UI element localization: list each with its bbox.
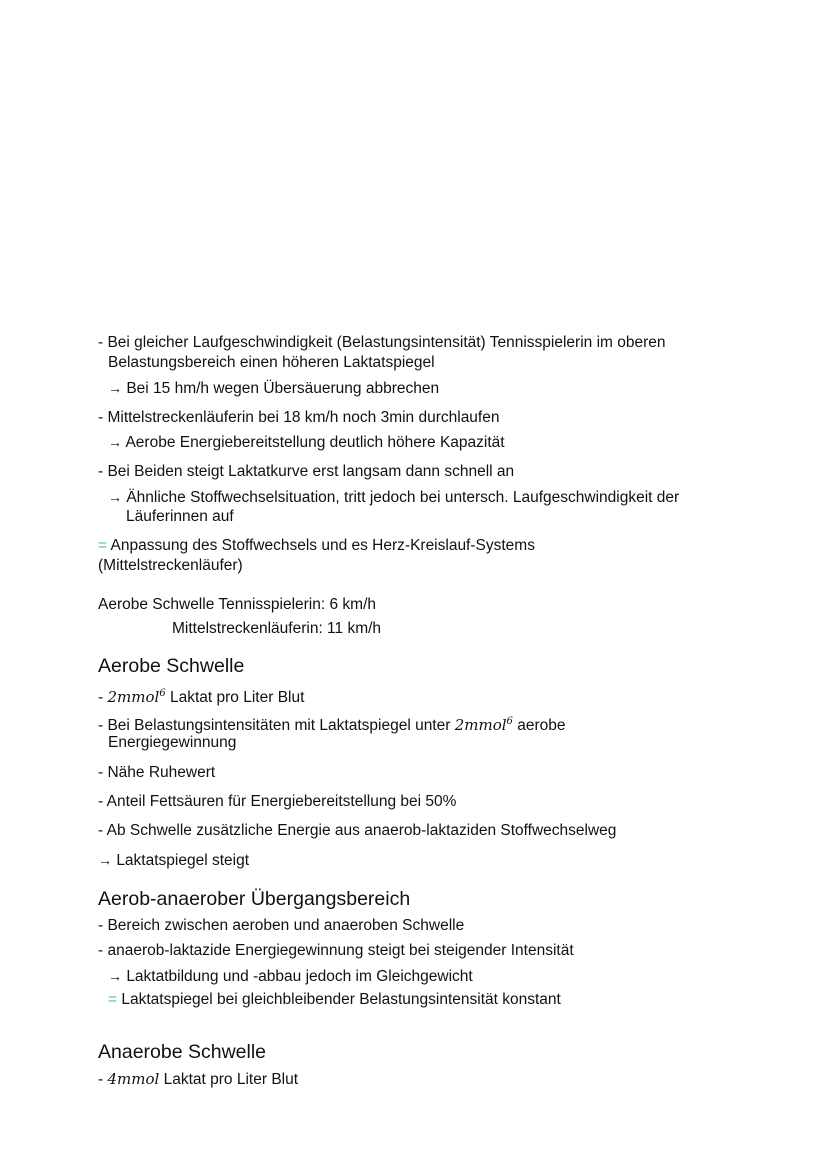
equals-line: [98, 536, 535, 556]
text-span: Laktat pro Liter Blut: [170, 689, 305, 706]
text-line: Belastungsbereich einen höheren Laktatspiegel: [108, 354, 435, 371]
math-sup: 6: [159, 688, 166, 699]
bullet-line: - Bereich zwischen aeroben und anaeroben Schwelle: [98, 917, 465, 934]
text-span: Ähnliche Stoffwechselsituation, tritt jedoch bei untersch. Laufgeschwindigkeit der: [126, 489, 680, 506]
section-heading: Aerobe Schwelle: [98, 655, 245, 677]
arrow-icon: →: [98, 852, 112, 868]
text-span: Anpassung des Stoffwechsels und es Herz-Kreislauf-Systems: [110, 537, 535, 554]
math-sup: 6: [506, 716, 513, 727]
arrow-icon: →: [108, 489, 122, 505]
bullet-line: - Anteil Fettsäuren für Energiebereitstellung bei 50%: [98, 793, 457, 810]
arrow-line: [108, 378, 439, 399]
text-span: - Bei Belastungsintensitäten mit Laktatspiegel unter: [98, 717, 451, 734]
text-line: Mittelstreckenläuferin: 11 km/h: [172, 620, 382, 637]
text-span: Laktat pro Liter Blut: [163, 1071, 299, 1088]
text-span: Aerobe Energiebereitstellung deutlich höhere Kapazität: [125, 434, 505, 451]
equals-line: [108, 990, 561, 1010]
bullet-line: [98, 684, 304, 708]
bullet-line: [98, 1069, 298, 1090]
text-line: (Mittelstreckenläufer): [98, 557, 243, 574]
math-expression: [455, 716, 513, 734]
text-span: Laktatbildung und -abbau jedoch im Gleichgewicht: [126, 968, 473, 985]
arrow-icon: →: [108, 380, 122, 396]
text-span: -: [98, 689, 104, 706]
text-line: Energiegewinnung: [108, 734, 237, 751]
text-span: -: [98, 1071, 104, 1088]
equals-icon: =: [98, 537, 108, 554]
arrow-line: [98, 850, 249, 871]
text-line: - Bei Beiden steigt Laktatkurve erst langsam dann schnell an: [98, 463, 515, 480]
arrow-line: [108, 487, 679, 508]
bullet-line: - Nähe Ruhewert: [98, 764, 216, 781]
math-base: 2mmol: [454, 716, 507, 734]
text-span: Laktatspiegel steigt: [116, 852, 250, 869]
text-line: - Mittelstreckenläuferin bei 18 km/h noch 3min durchlaufen: [98, 409, 500, 426]
text-span: aerobe: [517, 717, 566, 734]
bullet-line: - anaerob-laktazide Energiegewinnung steigt bei steigender Intensität: [98, 942, 574, 959]
arrow-icon: →: [108, 434, 122, 450]
bullet-line: - Ab Schwelle zusätzliche Energie aus anaerob-laktaziden Stoffwechselweg: [98, 822, 617, 839]
text-line: Läuferinnen auf: [126, 508, 234, 525]
arrow-icon: →: [108, 968, 122, 984]
section-heading: Anaerobe Schwelle: [98, 1041, 267, 1063]
text-span: Laktatspiegel bei gleichbleibender Belastungsintensität konstant: [121, 991, 561, 1008]
text-span: Bei 15 hm/h wegen Übersäuerung abbrechen: [126, 380, 440, 397]
section-heading: Aerob-anaerober Übergangsbereich: [98, 888, 411, 910]
arrow-line: [108, 966, 473, 987]
math-base: 2mmol: [107, 688, 160, 706]
equals-icon: =: [108, 991, 118, 1008]
math-expression: 4mmol: [107, 1070, 160, 1088]
arrow-line: [108, 432, 505, 453]
math-expression: [107, 688, 165, 706]
text-line: - Bei gleicher Laufgeschwindigkeit (Belastungsintensität) Tennisspielerin im oberen: [98, 334, 666, 351]
text-line: Aerobe Schwelle Tennisspielerin: 6 km/h: [98, 596, 377, 613]
